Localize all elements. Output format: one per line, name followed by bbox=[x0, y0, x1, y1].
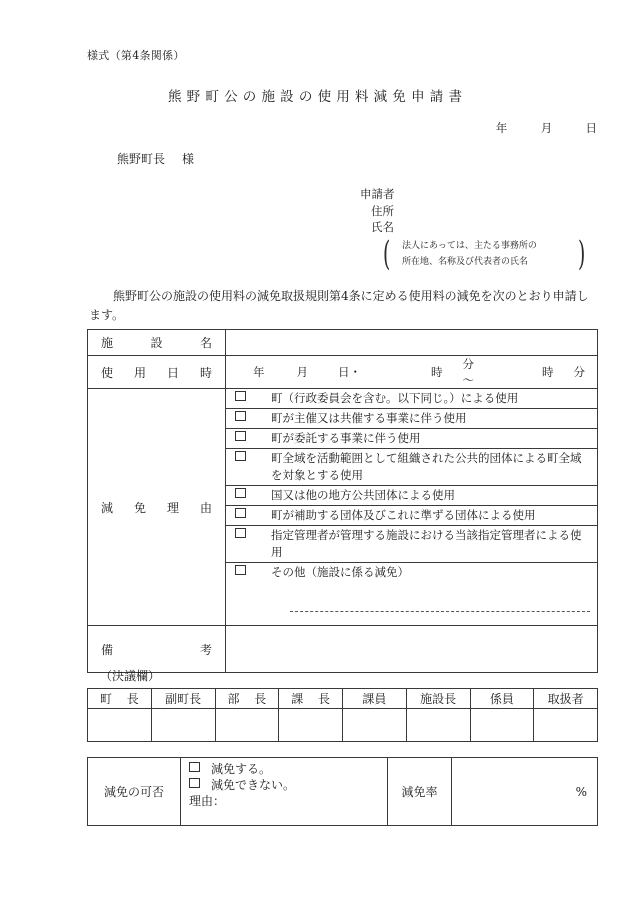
reason-option-label-2: 町が委託する事業に伴う使用 bbox=[267, 429, 597, 449]
reason-options-cell bbox=[226, 389, 598, 626]
reason-option-label-5: 町が補助する団体及びこれに準ずる団体による使用 bbox=[267, 506, 597, 526]
checkbox-icon[interactable] bbox=[235, 431, 246, 442]
approval-option-deny[interactable] bbox=[189, 777, 381, 793]
checkbox-icon[interactable] bbox=[189, 777, 211, 793]
table-row-datetime bbox=[88, 356, 598, 389]
reduction-rate-label: 減免率 bbox=[388, 758, 452, 826]
corporate-note-line-1: 法人にあっては、主たる事務所の bbox=[402, 241, 537, 251]
decision-column-4: 課員 bbox=[343, 689, 407, 709]
checkbox-icon[interactable] bbox=[189, 761, 211, 777]
applicant-address-label: 住所 bbox=[371, 203, 394, 218]
reason-option-label-0: 町（行政委員会を含む。以下同じ。）による使用 bbox=[267, 389, 597, 409]
checkbox-icon[interactable] bbox=[235, 451, 246, 462]
approval-options-cell[interactable] bbox=[181, 758, 388, 826]
application-table bbox=[87, 329, 598, 673]
intro-paragraph: 熊野町公の施設の使用料の減免取扱規則第4条に定める使用料の減免を次のとおり申請します。 bbox=[89, 289, 589, 322]
reason-option-list bbox=[226, 389, 597, 625]
facility-value-field[interactable] bbox=[226, 330, 598, 356]
checkbox-icon[interactable] bbox=[235, 488, 246, 499]
reason-checkbox-cell-other[interactable] bbox=[226, 563, 267, 626]
checkbox-icon[interactable] bbox=[235, 391, 246, 402]
approval-label: 減免の可否 bbox=[88, 758, 181, 826]
brace-left-icon: ( bbox=[383, 234, 391, 274]
date-year-label: 年 bbox=[495, 121, 508, 135]
decision-signature-row bbox=[88, 709, 598, 742]
approval-option-approve[interactable] bbox=[189, 761, 381, 777]
brace-right-icon: ) bbox=[577, 234, 585, 274]
applicant-name-label: 氏名 bbox=[371, 220, 394, 234]
approval-option-approve-label: 減免する。 bbox=[211, 762, 272, 776]
decision-column-3: 課長 bbox=[279, 689, 343, 709]
reason-option-label-other: その他（施設に係る減免） bbox=[271, 565, 409, 579]
reason-label: 減免理由 bbox=[88, 389, 226, 626]
decision-value-5[interactable] bbox=[406, 709, 470, 742]
corporate-note-text bbox=[402, 238, 572, 270]
decision-column-5: 施設長 bbox=[406, 689, 470, 709]
decision-column-1: 副町長 bbox=[151, 689, 215, 709]
decision-value-0[interactable] bbox=[88, 709, 152, 742]
date-month-label: 月 bbox=[540, 121, 553, 135]
decision-column-2: 部長 bbox=[215, 689, 279, 709]
checkbox-icon[interactable] bbox=[235, 565, 246, 576]
addressee bbox=[117, 150, 194, 167]
reason-option-label-1: 町が主催又は共催する事業に伴う使用 bbox=[267, 409, 597, 429]
datetime-label: 使用日時 bbox=[88, 356, 226, 389]
corporate-note bbox=[383, 234, 585, 275]
datetime-day: 日・ bbox=[338, 365, 361, 379]
reason-option-row-other bbox=[226, 563, 597, 626]
approval-table bbox=[87, 757, 598, 826]
addressee-name: 熊野町長 bbox=[117, 152, 166, 166]
reason-option-row bbox=[226, 526, 597, 563]
other-reason-write-line[interactable] bbox=[290, 611, 590, 612]
approval-reason-label: 理由： bbox=[189, 794, 226, 808]
decision-value-4[interactable] bbox=[343, 709, 407, 742]
reason-option-row bbox=[226, 389, 597, 409]
reason-option-other-cell[interactable] bbox=[267, 563, 597, 626]
decision-signature-table bbox=[87, 688, 598, 742]
reason-checkbox-cell-6[interactable] bbox=[226, 526, 267, 563]
reason-checkbox-cell-1[interactable] bbox=[226, 409, 267, 429]
reason-checkbox-cell-3[interactable] bbox=[226, 449, 267, 486]
page-title: 熊野町公の施設の使用料減免申請書 bbox=[167, 89, 468, 105]
reason-checkbox-cell-2[interactable] bbox=[226, 429, 267, 449]
reason-option-row bbox=[226, 409, 597, 429]
reason-option-label-4: 国又は他の地方公共団体による使用 bbox=[267, 486, 597, 506]
table-row-facility bbox=[88, 330, 598, 356]
reason-option-label-6: 指定管理者が管理する施設における当該指定管理者による使用 bbox=[267, 526, 597, 563]
checkbox-icon[interactable] bbox=[235, 528, 246, 539]
facility-label: 施設名 bbox=[88, 330, 226, 356]
table-row-reason bbox=[88, 389, 598, 626]
checkbox-icon[interactable] bbox=[235, 411, 246, 422]
approval-option-deny-label: 減免できない。 bbox=[211, 778, 296, 792]
decision-value-7[interactable] bbox=[534, 709, 598, 742]
decision-column-7: 取扱者 bbox=[534, 689, 598, 709]
reason-option-row bbox=[226, 449, 597, 486]
decision-value-6[interactable] bbox=[470, 709, 534, 742]
decision-section-heading: （決議欄） bbox=[100, 669, 161, 683]
remarks-label: 備考 bbox=[88, 626, 226, 673]
datetime-month: 月 bbox=[296, 365, 308, 379]
corporate-note-line-2: 所在地、名称及び代表者の氏名 bbox=[402, 257, 529, 267]
applicant-label: 申請者 bbox=[360, 187, 395, 201]
addressee-honorific: 様 bbox=[182, 152, 195, 166]
datetime-year: 年 bbox=[253, 365, 265, 379]
reason-checkbox-cell-0[interactable] bbox=[226, 389, 267, 409]
decision-value-1[interactable] bbox=[151, 709, 215, 742]
reason-option-row bbox=[226, 486, 597, 506]
datetime-hour-to: 時 bbox=[542, 365, 554, 379]
reduction-rate-unit[interactable]: % bbox=[452, 758, 598, 826]
checkbox-icon[interactable] bbox=[235, 508, 246, 519]
reason-option-row bbox=[226, 429, 597, 449]
datetime-minute-from: 分～ bbox=[462, 357, 474, 387]
table-row-remarks bbox=[88, 626, 598, 673]
remarks-value-field[interactable] bbox=[226, 626, 598, 673]
date-line bbox=[496, 120, 597, 136]
form-code: 様式（第4条関係） bbox=[87, 49, 185, 62]
date-day-label: 日 bbox=[585, 121, 597, 135]
applicant-block bbox=[360, 186, 395, 236]
datetime-value-field[interactable] bbox=[226, 356, 598, 389]
reason-checkbox-cell-4[interactable] bbox=[226, 486, 267, 506]
reason-option-row bbox=[226, 506, 597, 526]
decision-header-row bbox=[88, 689, 598, 709]
approval-row bbox=[88, 758, 598, 826]
decision-value-3[interactable] bbox=[279, 709, 343, 742]
reason-option-label-3: 町全域を活動範囲として組織された公共的団体による町全域を対象とする使用 bbox=[267, 449, 597, 486]
decision-value-2[interactable] bbox=[215, 709, 279, 742]
decision-column-0: 町長 bbox=[88, 689, 152, 709]
reason-checkbox-cell-5[interactable] bbox=[226, 506, 267, 526]
datetime-minute-to: 分 bbox=[573, 365, 585, 379]
decision-column-6: 係員 bbox=[470, 689, 534, 709]
datetime-hour-from: 時 bbox=[431, 365, 443, 379]
